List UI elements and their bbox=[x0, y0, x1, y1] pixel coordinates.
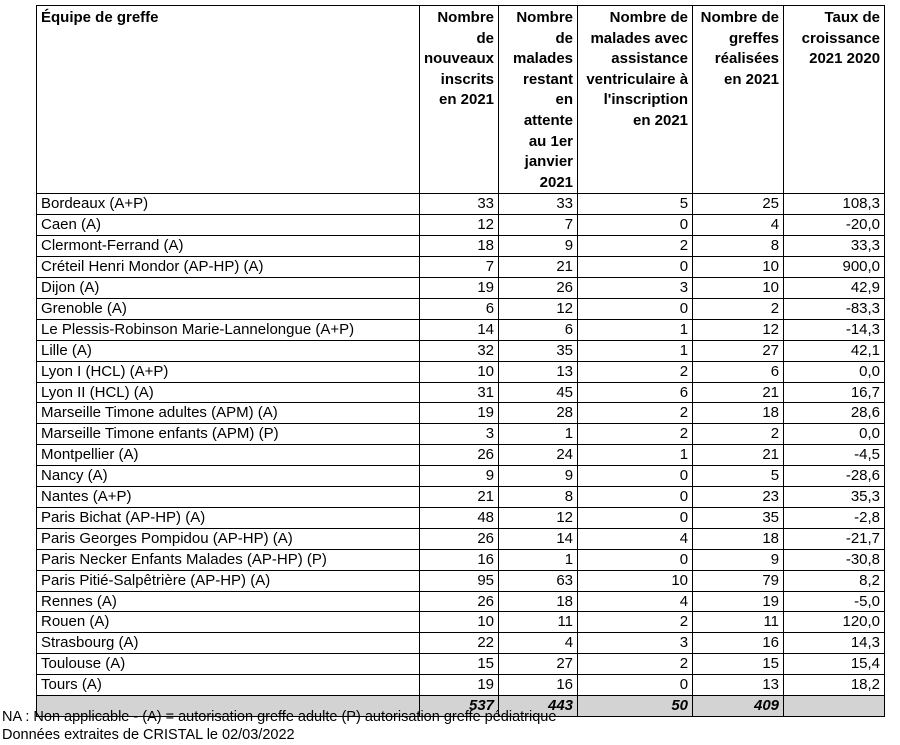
total-cell-transplants: 409 bbox=[693, 696, 784, 717]
cell-team: Paris Bichat (AP-HP) (A) bbox=[37, 507, 420, 528]
cell-growth-rate: 35,3 bbox=[784, 487, 885, 508]
cell-new-registrations: 15 bbox=[420, 654, 499, 675]
cell-waiting-patients: 18 bbox=[499, 591, 578, 612]
cell-team: Marseille Timone adultes (APM) (A) bbox=[37, 403, 420, 424]
table-row bbox=[37, 382, 885, 403]
cell-new-registrations: 19 bbox=[420, 675, 499, 696]
cell-ventricular-assist: 0 bbox=[578, 487, 693, 508]
cell-transplants: 23 bbox=[693, 487, 784, 508]
cell-waiting-patients: 24 bbox=[499, 445, 578, 466]
cell-team: Caen (A) bbox=[37, 215, 420, 236]
cell-ventricular-assist: 0 bbox=[578, 507, 693, 528]
cell-growth-rate: -28,6 bbox=[784, 466, 885, 487]
cell-new-registrations: 9 bbox=[420, 466, 499, 487]
cell-ventricular-assist: 1 bbox=[578, 319, 693, 340]
cell-transplants: 18 bbox=[693, 528, 784, 549]
cell-growth-rate: -5,0 bbox=[784, 591, 885, 612]
cell-new-registrations: 26 bbox=[420, 445, 499, 466]
cell-team: Clermont-Ferrand (A) bbox=[37, 236, 420, 257]
cell-ventricular-assist: 0 bbox=[578, 215, 693, 236]
cell-team: Rennes (A) bbox=[37, 591, 420, 612]
cell-ventricular-assist: 0 bbox=[578, 257, 693, 278]
transplant-table bbox=[36, 5, 885, 717]
cell-waiting-patients: 21 bbox=[499, 257, 578, 278]
cell-new-registrations: 26 bbox=[420, 591, 499, 612]
cell-ventricular-assist: 2 bbox=[578, 424, 693, 445]
total-cell-ventricular-assist: 50 bbox=[578, 696, 693, 717]
cell-ventricular-assist: 5 bbox=[578, 194, 693, 215]
cell-growth-rate: 42,1 bbox=[784, 340, 885, 361]
cell-transplants: 15 bbox=[693, 654, 784, 675]
cell-team: Lyon II (HCL) (A) bbox=[37, 382, 420, 403]
cell-waiting-patients: 9 bbox=[499, 236, 578, 257]
cell-transplants: 16 bbox=[693, 633, 784, 654]
cell-transplants: 8 bbox=[693, 236, 784, 257]
cell-transplants: 35 bbox=[693, 507, 784, 528]
cell-new-registrations: 32 bbox=[420, 340, 499, 361]
table-row bbox=[37, 277, 885, 298]
cell-new-registrations: 19 bbox=[420, 403, 499, 424]
cell-ventricular-assist: 0 bbox=[578, 298, 693, 319]
cell-growth-rate: 108,3 bbox=[784, 194, 885, 215]
cell-team: Grenoble (A) bbox=[37, 298, 420, 319]
cell-waiting-patients: 12 bbox=[499, 298, 578, 319]
cell-growth-rate: -20,0 bbox=[784, 215, 885, 236]
cell-transplants: 79 bbox=[693, 570, 784, 591]
cell-new-registrations: 22 bbox=[420, 633, 499, 654]
table-row bbox=[37, 424, 885, 445]
cell-growth-rate: -4,5 bbox=[784, 445, 885, 466]
cell-transplants: 12 bbox=[693, 319, 784, 340]
cell-ventricular-assist: 2 bbox=[578, 612, 693, 633]
cell-new-registrations: 14 bbox=[420, 319, 499, 340]
cell-new-registrations: 48 bbox=[420, 507, 499, 528]
cell-transplants: 5 bbox=[693, 466, 784, 487]
cell-team: Créteil Henri Mondor (AP-HP) (A) bbox=[37, 257, 420, 278]
cell-waiting-patients: 7 bbox=[499, 215, 578, 236]
cell-transplants: 11 bbox=[693, 612, 784, 633]
table-row bbox=[37, 361, 885, 382]
cell-new-registrations: 6 bbox=[420, 298, 499, 319]
cell-ventricular-assist: 4 bbox=[578, 591, 693, 612]
table-row bbox=[37, 507, 885, 528]
cell-new-registrations: 21 bbox=[420, 487, 499, 508]
cell-ventricular-assist: 0 bbox=[578, 549, 693, 570]
table-row bbox=[37, 466, 885, 487]
total-cell-waiting-patients: 443 bbox=[499, 696, 578, 717]
header-row bbox=[37, 6, 885, 194]
table-row bbox=[37, 257, 885, 278]
cell-growth-rate: 33,3 bbox=[784, 236, 885, 257]
table-row bbox=[37, 298, 885, 319]
cell-waiting-patients: 13 bbox=[499, 361, 578, 382]
table-row bbox=[37, 549, 885, 570]
cell-new-registrations: 16 bbox=[420, 549, 499, 570]
cell-new-registrations: 3 bbox=[420, 424, 499, 445]
cell-waiting-patients: 27 bbox=[499, 654, 578, 675]
header-new-registrations: Nombre de nouveaux inscrits en 2021 bbox=[420, 6, 499, 194]
cell-ventricular-assist: 0 bbox=[578, 466, 693, 487]
cell-ventricular-assist: 2 bbox=[578, 236, 693, 257]
cell-team: Rouen (A) bbox=[37, 612, 420, 633]
cell-waiting-patients: 1 bbox=[499, 424, 578, 445]
cell-new-registrations: 10 bbox=[420, 612, 499, 633]
cell-transplants: 2 bbox=[693, 298, 784, 319]
cell-waiting-patients: 11 bbox=[499, 612, 578, 633]
cell-waiting-patients: 4 bbox=[499, 633, 578, 654]
cell-growth-rate: 8,2 bbox=[784, 570, 885, 591]
cell-growth-rate: -21,7 bbox=[784, 528, 885, 549]
table-row bbox=[37, 236, 885, 257]
table-row bbox=[37, 654, 885, 675]
cell-waiting-patients: 9 bbox=[499, 466, 578, 487]
cell-waiting-patients: 6 bbox=[499, 319, 578, 340]
table-row bbox=[37, 675, 885, 696]
cell-ventricular-assist: 3 bbox=[578, 633, 693, 654]
table-row bbox=[37, 528, 885, 549]
cell-waiting-patients: 1 bbox=[499, 549, 578, 570]
cell-team: Montpellier (A) bbox=[37, 445, 420, 466]
cell-new-registrations: 95 bbox=[420, 570, 499, 591]
cell-growth-rate: 0,0 bbox=[784, 424, 885, 445]
cell-waiting-patients: 35 bbox=[499, 340, 578, 361]
cell-team: Tours (A) bbox=[37, 675, 420, 696]
cell-transplants: 9 bbox=[693, 549, 784, 570]
cell-growth-rate: -2,8 bbox=[784, 507, 885, 528]
table-row bbox=[37, 445, 885, 466]
cell-waiting-patients: 33 bbox=[499, 194, 578, 215]
cell-waiting-patients: 14 bbox=[499, 528, 578, 549]
cell-waiting-patients: 28 bbox=[499, 403, 578, 424]
cell-transplants: 21 bbox=[693, 382, 784, 403]
cell-growth-rate: 14,3 bbox=[784, 633, 885, 654]
cell-team: Bordeaux (A+P) bbox=[37, 194, 420, 215]
cell-team: Paris Georges Pompidou (AP-HP) (A) bbox=[37, 528, 420, 549]
cell-new-registrations: 19 bbox=[420, 277, 499, 298]
cell-waiting-patients: 45 bbox=[499, 382, 578, 403]
cell-transplants: 6 bbox=[693, 361, 784, 382]
header-waiting-patients: Nombre de malades restant en attente au 1er janvier 2021 bbox=[499, 6, 578, 194]
cell-new-registrations: 33 bbox=[420, 194, 499, 215]
cell-transplants: 4 bbox=[693, 215, 784, 236]
cell-transplants: 10 bbox=[693, 257, 784, 278]
cell-waiting-patients: 26 bbox=[499, 277, 578, 298]
cell-team: Marseille Timone enfants (APM) (P) bbox=[37, 424, 420, 445]
cell-growth-rate: -30,8 bbox=[784, 549, 885, 570]
cell-growth-rate: 18,2 bbox=[784, 675, 885, 696]
header-transplants: Nombre de greffes réalisées en 2021 bbox=[693, 6, 784, 194]
cell-ventricular-assist: 6 bbox=[578, 382, 693, 403]
table-row bbox=[37, 633, 885, 654]
cell-transplants: 13 bbox=[693, 675, 784, 696]
cell-new-registrations: 12 bbox=[420, 215, 499, 236]
cell-ventricular-assist: 0 bbox=[578, 675, 693, 696]
cell-new-registrations: 31 bbox=[420, 382, 499, 403]
header-ventricular-assist: Nombre de malades avec assistance ventriculaire à l'inscription en 2021 bbox=[578, 6, 693, 194]
table-row bbox=[37, 340, 885, 361]
table-row bbox=[37, 612, 885, 633]
cell-growth-rate: 120,0 bbox=[784, 612, 885, 633]
cell-waiting-patients: 12 bbox=[499, 507, 578, 528]
cell-transplants: 27 bbox=[693, 340, 784, 361]
table-row bbox=[37, 215, 885, 236]
cell-growth-rate: -83,3 bbox=[784, 298, 885, 319]
cell-new-registrations: 26 bbox=[420, 528, 499, 549]
header-growth-rate: Taux de croissance 2021 2020 bbox=[784, 6, 885, 194]
cell-growth-rate: 42,9 bbox=[784, 277, 885, 298]
cell-transplants: 21 bbox=[693, 445, 784, 466]
table-row bbox=[37, 319, 885, 340]
cell-ventricular-assist: 2 bbox=[578, 403, 693, 424]
cell-growth-rate: 900,0 bbox=[784, 257, 885, 278]
cell-growth-rate: 0,0 bbox=[784, 361, 885, 382]
cell-ventricular-assist: 3 bbox=[578, 277, 693, 298]
cell-team: Nancy (A) bbox=[37, 466, 420, 487]
cell-ventricular-assist: 2 bbox=[578, 361, 693, 382]
header-team: Équipe de greffe bbox=[37, 6, 420, 194]
footnote-legend: NA : Non applicable - (A) = autorisation greffe adulte (P) autorisation greffe pédiatrique bbox=[2, 709, 557, 725]
cell-growth-rate: -14,3 bbox=[784, 319, 885, 340]
table-row bbox=[37, 591, 885, 612]
cell-ventricular-assist: 4 bbox=[578, 528, 693, 549]
cell-ventricular-assist: 2 bbox=[578, 654, 693, 675]
footnote-source: Données extraites de CRISTAL le 02/03/2022 bbox=[2, 727, 295, 743]
cell-transplants: 25 bbox=[693, 194, 784, 215]
cell-team: Paris Pitié-Salpêtrière (AP-HP) (A) bbox=[37, 570, 420, 591]
cell-team: Le Plessis-Robinson Marie-Lannelongue (A+P) bbox=[37, 319, 420, 340]
cell-new-registrations: 10 bbox=[420, 361, 499, 382]
cell-new-registrations: 18 bbox=[420, 236, 499, 257]
cell-team: Paris Necker Enfants Malades (AP-HP) (P) bbox=[37, 549, 420, 570]
cell-ventricular-assist: 1 bbox=[578, 445, 693, 466]
table-row bbox=[37, 570, 885, 591]
total-cell-new-registrations: 537 bbox=[420, 696, 499, 717]
total-cell-growth-rate bbox=[784, 696, 885, 717]
cell-team: Lyon I (HCL) (A+P) bbox=[37, 361, 420, 382]
table-row bbox=[37, 403, 885, 424]
cell-team: Toulouse (A) bbox=[37, 654, 420, 675]
cell-team: Nantes (A+P) bbox=[37, 487, 420, 508]
cell-transplants: 18 bbox=[693, 403, 784, 424]
cell-transplants: 19 bbox=[693, 591, 784, 612]
cell-team: Lille (A) bbox=[37, 340, 420, 361]
cell-growth-rate: 16,7 bbox=[784, 382, 885, 403]
cell-team: Dijon (A) bbox=[37, 277, 420, 298]
cell-ventricular-assist: 1 bbox=[578, 340, 693, 361]
cell-growth-rate: 28,6 bbox=[784, 403, 885, 424]
cell-new-registrations: 7 bbox=[420, 257, 499, 278]
cell-waiting-patients: 63 bbox=[499, 570, 578, 591]
cell-transplants: 10 bbox=[693, 277, 784, 298]
cell-waiting-patients: 16 bbox=[499, 675, 578, 696]
cell-ventricular-assist: 10 bbox=[578, 570, 693, 591]
table-row bbox=[37, 487, 885, 508]
cell-growth-rate: 15,4 bbox=[784, 654, 885, 675]
cell-transplants: 2 bbox=[693, 424, 784, 445]
cell-team: Strasbourg (A) bbox=[37, 633, 420, 654]
cell-waiting-patients: 8 bbox=[499, 487, 578, 508]
table-row bbox=[37, 194, 885, 215]
